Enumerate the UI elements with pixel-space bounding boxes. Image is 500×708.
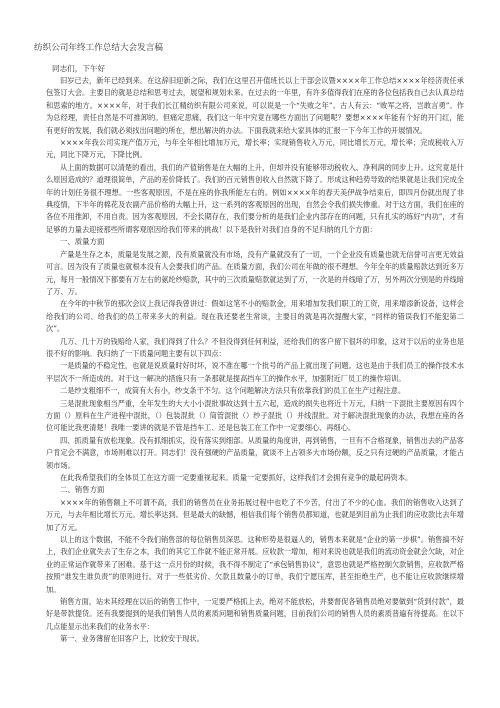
body-paragraph: 一是质量的不稳定性，也就是说质量时好时坏，说不准在哪一个批号的产品上就出现了问题。这也是由于我们员工的操作技术水平层次不一所造成的。对于这一解决的措施只有一条那就是提高挡车工的操作水平，加强附近厂员工的操作培训。 <box>46 361 464 383</box>
body-paragraph: 旧岁已去，新年已经到来。在这辞旧迎新之际，我们在这里召开值班长以上干部会议暨××××年工作总结××××年经济责任承包签订大会。主要目的就是总结和思考过去，展望和规划未来。在过去的一年里，有许多值得我们在座的各位包括我自己去认真总结和思索的地方。××××年，对于我们长江精纺织有限公司来说，可以说是一个“失败之年”。古人有云：“败军之将，岂敢言勇”。作为总经理，责任自然是不可推卸的。但痛定思痛，我们这一年中究竟在哪些方面出了问题呢？要想××××年能有个好的开门红，能有更好的发展，我们就必须找出问题的所在，想出解决的办法。下面我就来给大家具体的汇报一下今年工作的开展情况。 <box>46 76 464 135</box>
greeting-line: 同志们，下午好 <box>52 64 106 73</box>
document-body <box>46 75 464 646</box>
body-paragraph: 四、抓质量有放松现象。没有抓细抓实，没有落实到细部。从质量的角度讲，再到销售，一旦有不合格现象，销售出去的产品客户肯定会不满意，市场则难以打开。同志们！没有强硬的产品质量，就谈不上占领多大市场份额，反之只有过硬的产品质量，才能占领市场。 <box>46 435 464 470</box>
body-paragraph: 产量是生存之本，质量是发展之源，没有质量就没有市场，没有产量就没有了一切，一个企业没有质量也就无信誉可言更无效益可言。因为没有了质量也就根本没有人会要我们的产品。在质量方面，我们公司在年做的很不理想。今年全年的质量赔款达到近多万元，每月一般情况下都要有万左右的氨纶纱赔款，其中的三次质量赔款就达到了万，一次是的并线暗了万，另外两次分别是的并线暗了万、万。 <box>46 249 464 296</box>
body-paragraph: 销售方面，站未其经理在以后的销售工作中，一定要严格抓上去，绝对不能放松，并要督促各销售员绝对要做到“货到付款”，最好是带款提货。还有我要提到的是我们销售人员的素质问题和销售质量问题，目前我们公司的销售人员的素质普遍有待提高。在以下几点能显示出来我们的业务水平： <box>46 597 464 631</box>
body-paragraph: 从上面的数据可以清楚的看出，我们的产值销售是在大幅的上升，但却并没有能够带动税收入、净利润的同步上升。这究竟是什么原因造成的？道理很简单，产品的差价降低了。我们的百元销售创收入自然就下降了。形成这种趋势导致的结果就是让我们完成全年的计划任务很不理想。一些客观原因，不是在座的你我所能左右的。例如××××年的春天美伊战争结束后，即四月份就出现了非典疫情，下半年的棉花及农副产品价格的大幅上升，这一系列的客观原因的出现，自然会令我们损失惨重。对于这方面，我们在座的各位不用推卸，不用自责。因为客观原因，不会长期存在，我们要分析的是我们企业内部存在的问题，只有扎实的练好“内功”，才有足够的力量去迎接那些所谓客观原因给我们带来的挑战！以下是我针对我们自身的不足归纳的几个方面： <box>46 162 464 234</box>
body-paragraph: 以上的这个数据，不能不令我们销售部的每位销售员深思。这种形势是很逼人的，销售本来就是“企业的第一步棋”。销售搞不好上，我们企业就失去了生存之本，我们的其它工作就不能正常开展。应收款一增加，相对来说也就是我们的流动资金就会欠缺，对企业的正常运作就带来了困难。基于这一点月份的时候，我不得不制定了“承包销售协议”，意思也就是严格控制欠款销售，应收款严格按照“谁发生谁负责”的原则进行。对于一些低劣价、欠款且数量小的订单，我们宁愿压库，甚至拒绝生产，也不能让应收款继续增加。 <box>46 535 464 594</box>
body-paragraph: 几万、几十万的钱赔给人家，我们得到了什么？不但没得到任何利益，还给我们的客户留下很坏的印象，这对于以后的业务也是很不好的影响。我归纳了一下质量问题主要有以下四点： <box>46 336 464 358</box>
body-paragraph: 在今年的中秋节的那次会议上我记得我曾讲过：假如这笔不小的赔款金，用来增加发我们职工的工资，用来增添新设备，这样会给我们的公司、给我们的员工带来多大的利益。现在我还要老生常谈，主要目的就是再次提醒大家，“同样的错误我们不能犯第二次”。 <box>46 299 464 334</box>
body-paragraph: 第一、业务薄留在旧客户上，比较安于现状。 <box>60 634 204 644</box>
body-paragraph: 在此我希望我们的全体员工在这方面一定要重视起来。质量一定要抓好，这样我们才会拥有竞争的最起码资本。 <box>60 473 413 482</box>
body-paragraph: 三是混批现象相当严重，全年发生的大大小小混批事故达到十五六起，造成的损失也将近十万元，归纳一下混批主要原因有四个方面（）原料在生产进程中混批，（）包装混批（）筒管混批（）纱子混批（）并线混批。对于解决混批现象的办法，我想在座的各位可能比我更清楚！我唯一要讲的就是不管是挡车工、还是包装工在工作中一定要细心、再细心。 <box>46 398 464 433</box>
body-paragraph: ××××年我公司实现产值万元，与年全年相比增加万元，增长率；实现销售收入万元，同比增长万元，增长率；完成税收入万元，同比下降万元，下降比例。 <box>46 138 464 160</box>
body-paragraph: 二是纱支粗细不一，成筒有大有小，纱支条干不匀。这个问题解决方法只有依靠我们的员工在生产过程注意。 <box>60 386 406 396</box>
document-title: 纺织公司年终工作总结大会发言稿 <box>34 43 163 53</box>
section-heading: 一、质量方面 <box>60 237 105 247</box>
section-heading: 二、销售方面 <box>60 485 105 495</box>
body-paragraph: ××××年的销售额上不可谓不高，我们的销售员在业务拓展过程中也吃了不少苦，付出了不少的心血。我们的销售收入达到了万元，与去年相比增长万元。增长率达到。但是最大的缺憾，相信我们每个销售员都知道，也就是到目前为止我们的应收款比去年增加了万元。 <box>46 497 464 532</box>
